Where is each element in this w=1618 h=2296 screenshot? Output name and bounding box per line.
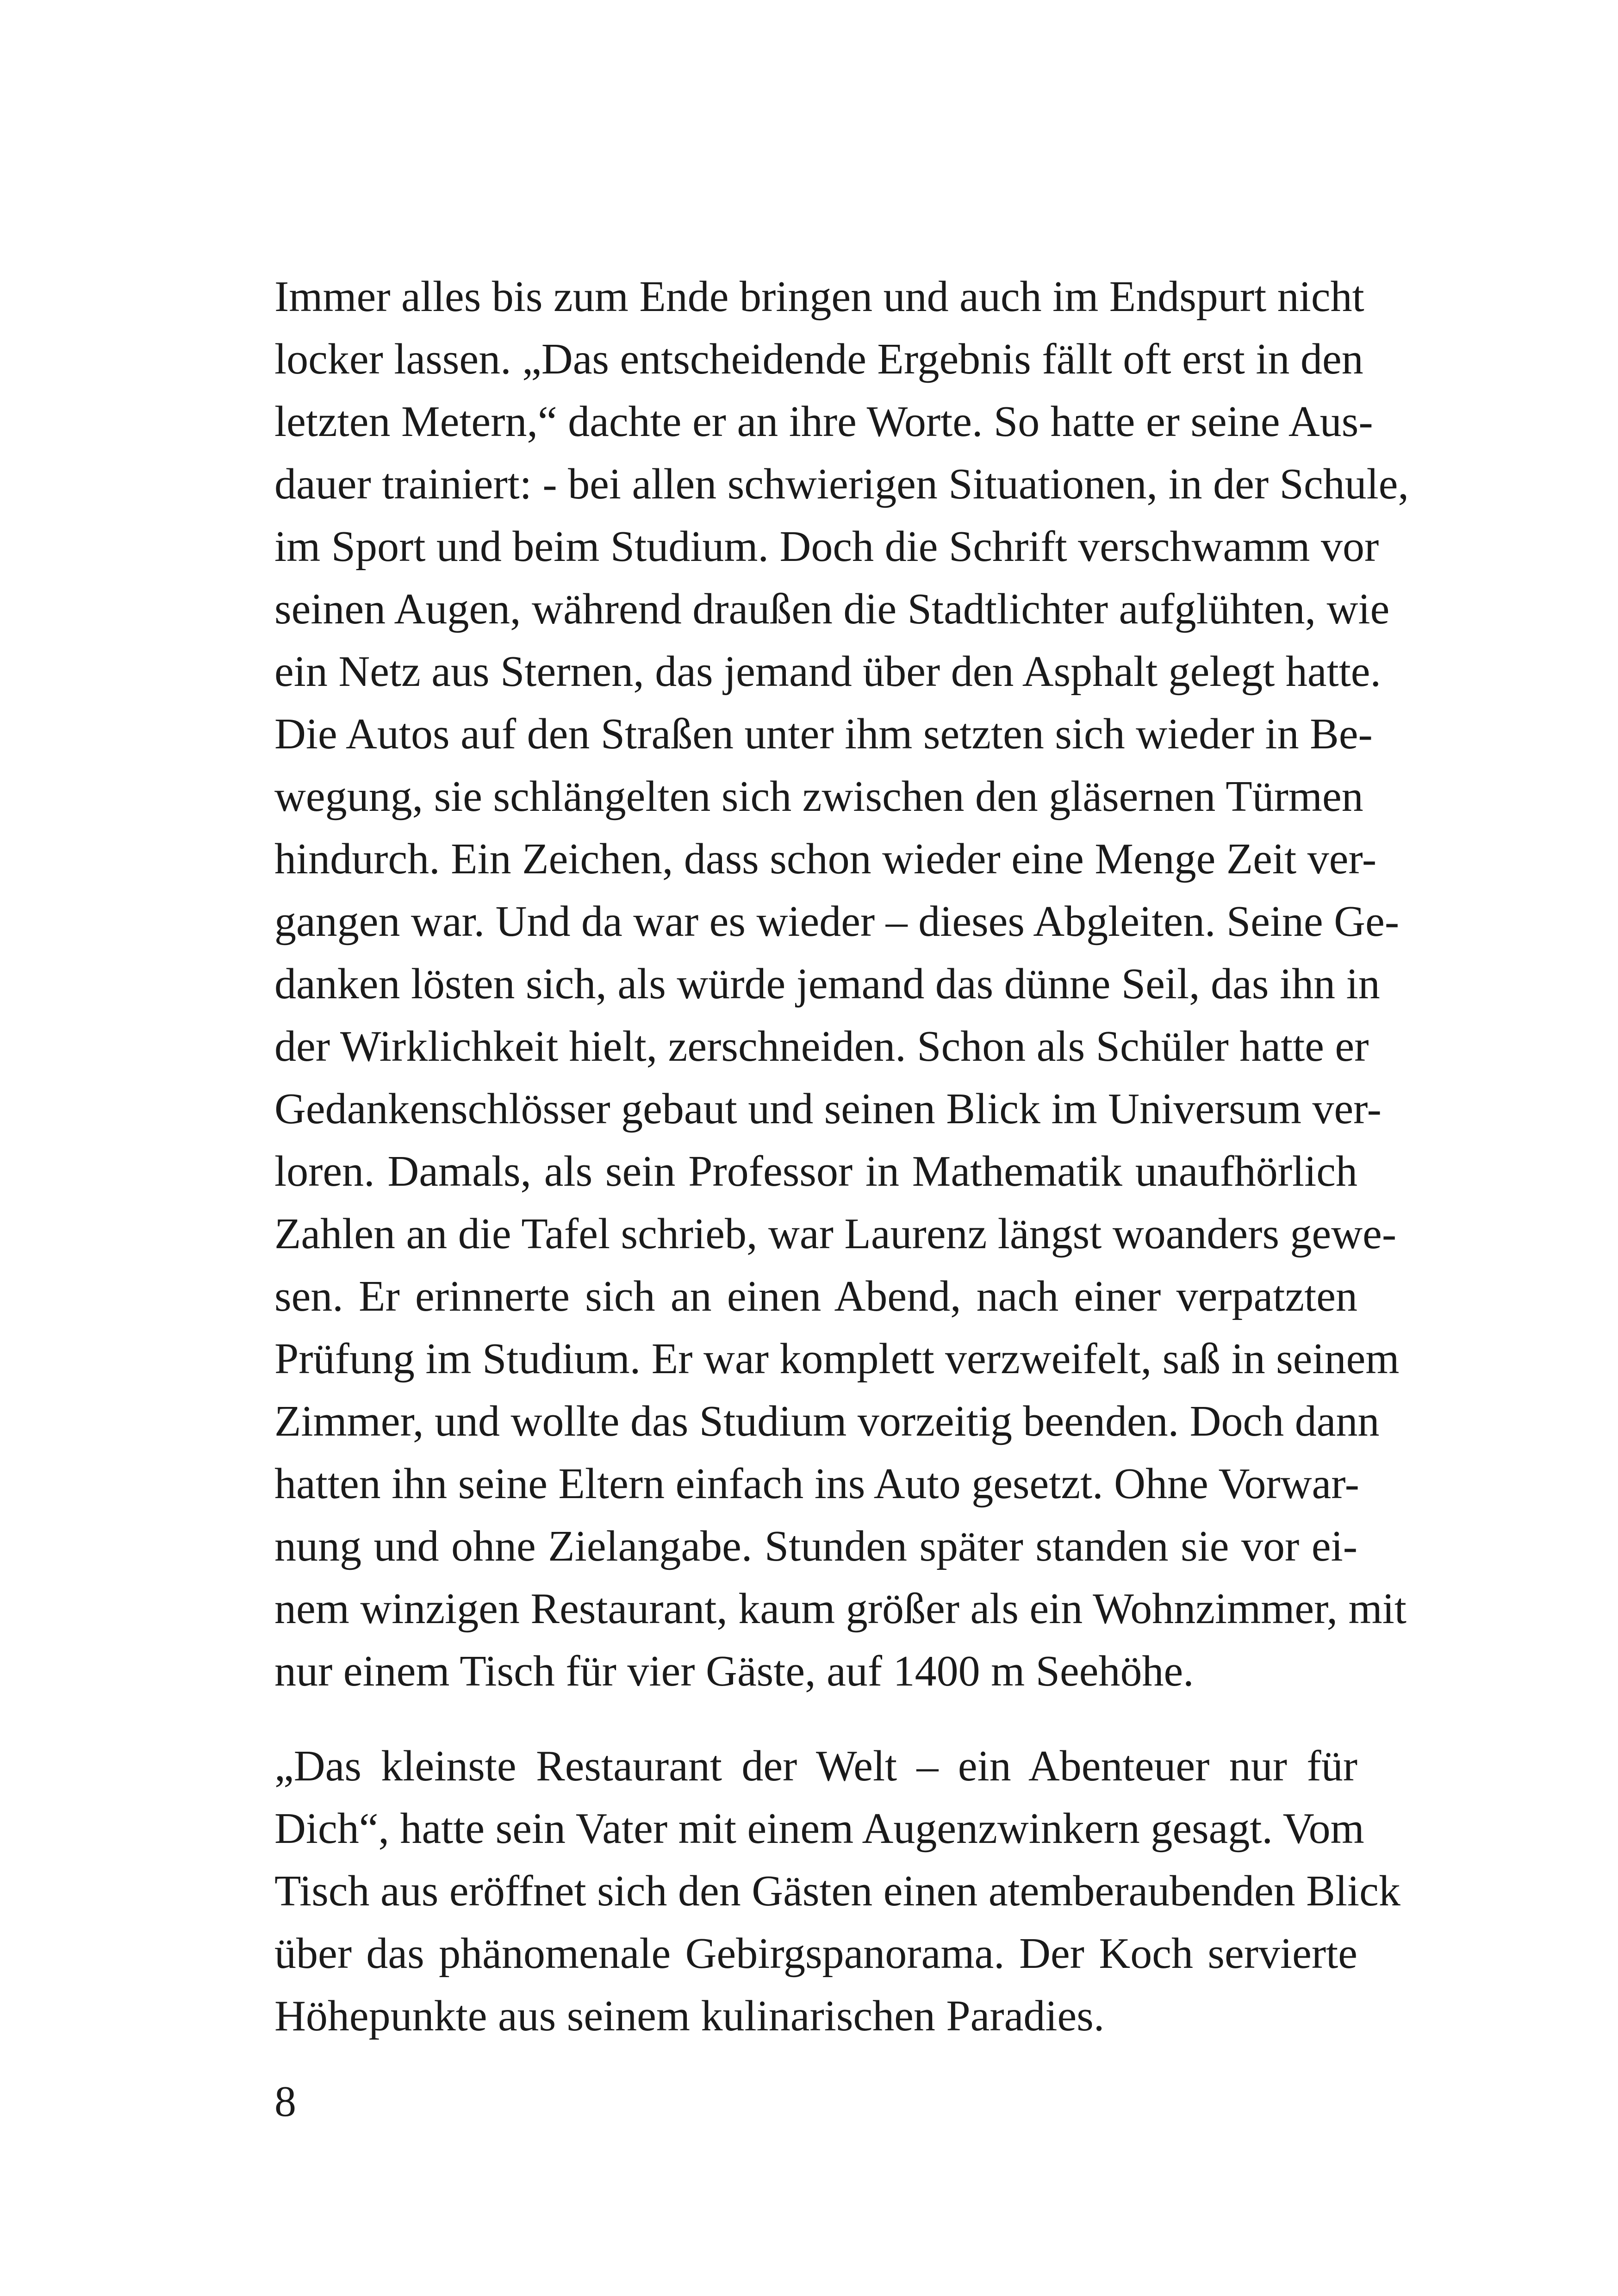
text-line: danken lösten sich, als würde jemand das dünne Seil, das ihn in (274, 960, 1380, 1008)
text-line: hindurch. Ein Zeichen, dass schon wieder eine Menge Zeit ver- (274, 835, 1377, 883)
text-line: Dich“, hatte sein Vater mit einem Augenzwinkern gesagt. Vom (274, 1804, 1364, 1853)
text-line: nung und ohne Zielangabe. Stunden später standen sie vor ei- (274, 1522, 1357, 1570)
text-line: nur einem Tisch für vier Gäste, auf 1400 m Seehöhe. (274, 1647, 1194, 1695)
text-line: wegung, sie schlängelten sich zwischen den gläsernen Türmen (274, 772, 1363, 821)
text-line: gangen war. Und da war es wieder – dieses Abgleiten. Seine Ge- (274, 897, 1400, 946)
text-line: dauer trainiert: - bei allen schwierigen Situationen, in der Schule, (274, 460, 1409, 508)
text-line: nem winzigen Restaurant, kaum größer als ein Wohnzimmer, mit (274, 1585, 1406, 1633)
text-line: locker lassen. „Das entscheidende Ergebnis fällt oft erst in den (274, 335, 1363, 383)
text-line: sen. Er erinnerte sich an einen Abend, nach einer verpatzten (274, 1272, 1357, 1320)
text-line: der Wirklichkeit hielt, zerschneiden. Schon als Schüler hatte er (274, 1022, 1369, 1070)
text-line: „Das kleinste Restaurant der Welt – ein Abenteuer nur für (274, 1742, 1357, 1790)
paragraph-1 (274, 266, 1409, 1703)
text-line: über das phänomenale Gebirgspanorama. Der Koch servierte (274, 1929, 1357, 1978)
text-line: loren. Damals, als sein Professor in Mathematik unaufhörlich (274, 1147, 1357, 1195)
text-line: hatten ihn seine Eltern einfach ins Auto gesetzt. Ohne Vorwar- (274, 1460, 1359, 1508)
paragraph-2 (274, 1735, 1400, 2047)
text-line: im Sport und beim Studium. Doch die Schrift verschwamm vor (274, 523, 1379, 571)
text-line: Immer alles bis zum Ende bringen und auch im Endspurt nicht (274, 273, 1364, 321)
text-line: Zahlen an die Tafel schrieb, war Laurenz längst woanders gewe- (274, 1210, 1397, 1258)
text-line: Gedankenschlösser gebaut und seinen Blick im Universum ver- (274, 1085, 1382, 1133)
text-line: Die Autos auf den Straßen unter ihm setzten sich wieder in Be- (274, 710, 1373, 758)
text-line: ein Netz aus Sternen, das jemand über den Asphalt gelegt hatte. (274, 647, 1382, 696)
text-line: Höhepunkte aus seinem kulinarischen Paradies. (274, 1992, 1105, 2040)
text-line: letzten Metern,“ dachte er an ihre Worte. So hatte er seine Aus- (274, 398, 1373, 446)
page-number: 8 (274, 2078, 296, 2126)
text-line: Prüfung im Studium. Er war komplett verzweifelt, saß in seinem (274, 1335, 1400, 1383)
text-line: seinen Augen, während draußen die Stadtlichter aufglühten, wie (274, 585, 1390, 633)
text-line: Zimmer, und wollte das Studium vorzeitig beenden. Doch dann (274, 1397, 1380, 1445)
text-line: Tisch aus eröffnet sich den Gästen einen atemberaubenden Blick (274, 1867, 1400, 1915)
